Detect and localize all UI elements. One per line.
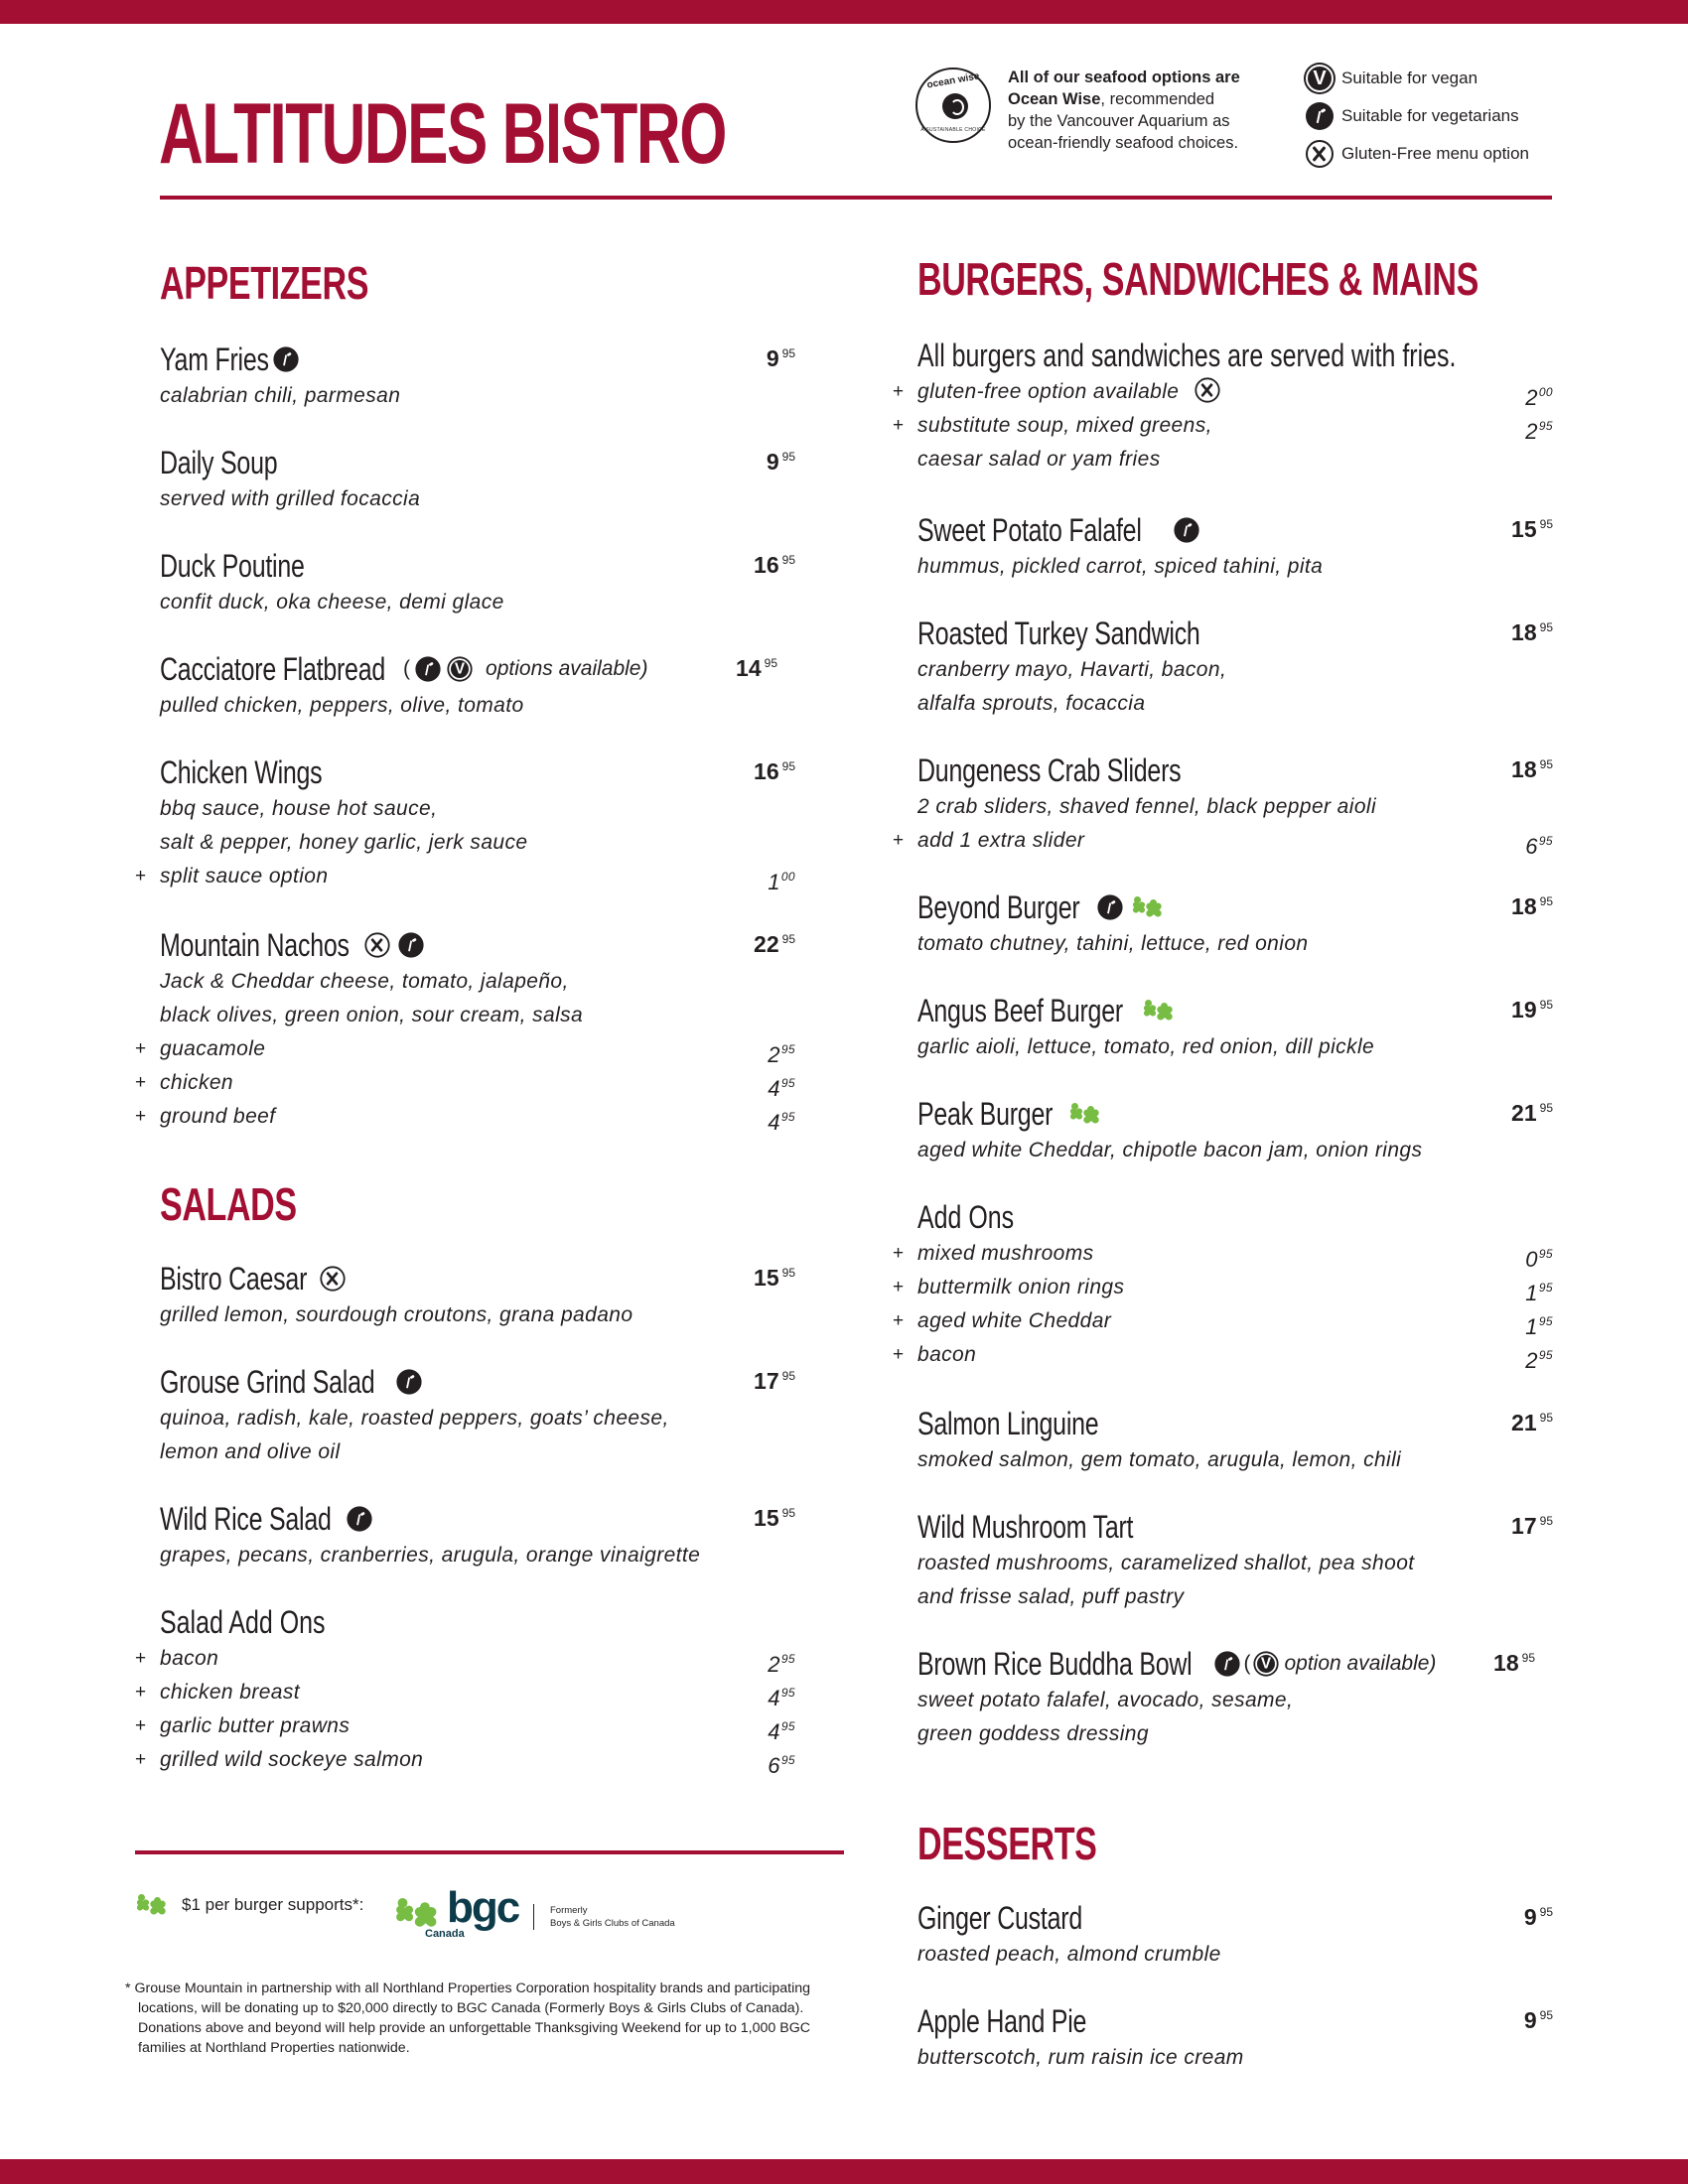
ocean-wise-logo	[915, 68, 991, 143]
item-price: 15 $^{95}$	[754, 1505, 795, 1531]
vegan-icon: V	[1256, 1653, 1278, 1675]
item-description: confit duck, oka cheese, demi glace	[160, 591, 504, 614]
menu-item-brown-rice-buddha-bowl: Brown Rice Buddha Bowl ( V option available) 18 $^{95}$ sweet potato falafel, avocado, sesame, green goddess dressing	[917, 1644, 1553, 1751]
addon-row: + buttermilk onion rings $1^{95}$	[917, 1271, 1553, 1304]
item-name: Bistro Caesar	[160, 1261, 308, 1297]
addon-row: + aged white Cheddar $1^{95}$	[917, 1304, 1553, 1338]
menu-item-salmon-linguine	[917, 1404, 1553, 1477]
vegetarian-icon	[397, 1369, 422, 1394]
ocean-wise-statement: All of our seafood options are Ocean Wise, recommended by the Vancouver Aquarium as ocean-friendly seafood choices.	[1008, 68, 1240, 152]
item-description: grilled lemon, sourdough croutons, grana padano	[160, 1303, 633, 1326]
menu-item-wild-rice-salad	[160, 1499, 795, 1572]
gluten-free-icon	[1306, 140, 1334, 168]
item-price: 19 $^{95}$	[1511, 997, 1553, 1023]
item-description: quinoa, radish, kale, roasted peppers, goats’ cheese,	[160, 1407, 669, 1430]
item-name: Duck Poutine	[160, 548, 305, 584]
bgc-logo-mark-icon	[392, 1898, 440, 1929]
addon-row: + guacamole $2^{95}$	[160, 1032, 795, 1066]
addon-row: + split sauce option $1^{00}$	[160, 860, 795, 893]
item-description: tomato chutney, tahini, lettuce, red onion	[917, 932, 1309, 955]
mains-intro-text: All burgers and sandwiches are served with fries.	[917, 338, 1457, 373]
item-name: Cacciatore Flatbread	[160, 651, 386, 687]
bgc-canada-logo: bgc Canada	[392, 1892, 521, 1942]
vegetarian-icon	[348, 1506, 372, 1531]
addon-row: + substitute soup, mixed greens, $2^{95}$	[917, 409, 1553, 443]
menu-item-duck-poutine	[160, 546, 795, 619]
section-title-desserts: DESSERTS	[917, 1818, 1097, 1869]
item-description: hummus, pickled carrot, spiced tahini, pita	[917, 555, 1324, 578]
bgc-burger-icon	[1130, 896, 1164, 918]
item-price: 17 $^{95}$	[754, 1368, 795, 1394]
menu-item-sweet-potato-falafel	[917, 510, 1553, 584]
plus-icon: +	[135, 1749, 147, 1770]
footnote: * Grouse Mountain in partnership with all Northland Properties Corporation hospitality brands and participating locations, will be donating up to $20,000 directly to BGC Canada (Formerly Boys & Girls Clubs of Canada). Donations above and beyond will help provide an unforgettable Thanksgiving Weekend for up to 1,000 BGC families at Northland Properties nationwide.	[125, 1980, 811, 2056]
bgc-formerly-note: Formerly Boys & Girls Clubs of Canada	[550, 1905, 675, 1929]
addon-row: + chicken breast $4^{95}$	[160, 1676, 795, 1709]
footer-divider	[135, 1850, 844, 1854]
item-description: black olives, green onion, sour cream, salsa	[160, 1004, 584, 1026]
item-description: cranberry mayo, Havarti, bacon,	[917, 658, 1227, 681]
item-price: 18 $^{95}$	[1511, 619, 1553, 645]
item-description: 2 crab sliders, shaved fennel, black pepper aioli	[917, 795, 1377, 818]
item-price: 18 $^{95}$	[1511, 893, 1553, 919]
item-description: pulled chicken, peppers, olive, tomato	[160, 694, 524, 717]
restaurant-title: ALTITUDES BISTRO	[159, 86, 726, 182]
item-price: 9 $^{95}$	[1523, 1904, 1553, 1930]
menu-item-wild-mushroom-tart	[917, 1507, 1553, 1614]
item-description: grapes, pecans, cranberries, arugula, orange vinaigrette	[160, 1544, 701, 1567]
item-name: Dungeness Crab Sliders	[917, 752, 1182, 788]
menu-item-beyond-burger	[917, 887, 1553, 961]
item-name: Peak Burger	[917, 1096, 1054, 1132]
bgc-burger-icon	[1067, 1103, 1101, 1125]
item-price: 16 $^{95}$	[754, 758, 795, 784]
item-description: served with grilled focaccia	[160, 487, 421, 510]
plus-icon: +	[135, 1038, 147, 1059]
item-price: 17 $^{95}$	[1511, 1513, 1553, 1539]
addon-row: + mixed mushrooms $0^{95}$	[917, 1237, 1553, 1271]
gluten-free-icon	[1195, 377, 1219, 402]
item-description: salt & pepper, honey garlic, jerk sauce	[160, 831, 528, 854]
menu-item-daily-soup	[160, 443, 795, 516]
item-description: aged white Cheddar, chipotle bacon jam, onion rings	[917, 1139, 1423, 1161]
addon-row: + bacon $2^{95}$	[160, 1642, 795, 1676]
menu-item-grouse-grind-salad	[160, 1362, 795, 1469]
plus-icon: +	[135, 1072, 147, 1093]
menu-item-roasted-turkey-sandwich	[917, 614, 1553, 721]
bgc-support-line: $1 per burger supports*:	[134, 1894, 363, 1916]
option-note: options available)	[486, 657, 648, 680]
item-name: Grouse Grind Salad	[160, 1364, 375, 1400]
item-name: Roasted Turkey Sandwich	[917, 615, 1200, 651]
vegetarian-icon	[1097, 894, 1122, 919]
item-name: Ginger Custard	[917, 1900, 1082, 1936]
item-price: 9 $^{95}$	[766, 345, 795, 371]
item-price: 16 $^{95}$	[754, 552, 795, 578]
item-name: Salmon Linguine	[917, 1406, 1099, 1441]
item-name: Wild Rice Salad	[160, 1501, 332, 1537]
menu-item-bistro-caesar	[160, 1259, 795, 1332]
addon-continuation: caesar salad or yam fries	[917, 448, 1161, 471]
vegetarian-icon	[398, 932, 423, 957]
addon-row: + add 1 extra slider $6^{95}$	[917, 824, 1553, 858]
salad-add-ons	[135, 1602, 795, 1778]
item-price: 22 $^{95}$	[754, 931, 795, 957]
item-description: sweet potato falafel, avocado, sesame,	[917, 1689, 1294, 1711]
item-description: roasted mushrooms, caramelized shallot, pea shoot	[917, 1552, 1415, 1574]
addon-row: + garlic butter prawns $4^{95}$	[160, 1709, 795, 1743]
item-name: Apple Hand Pie	[917, 2003, 1087, 2039]
plus-icon: +	[135, 1682, 147, 1703]
section-title-appetizers: APPETIZERS	[160, 257, 369, 309]
plus-icon: +	[893, 1344, 905, 1365]
item-name: Yam Fries	[160, 341, 269, 377]
item-description: green goddess dressing	[917, 1722, 1149, 1745]
item-name: Sweet Potato Falafel	[917, 512, 1142, 548]
burger-add-ons	[893, 1197, 1553, 1373]
menu-item-cacciatore-flatbread: Cacciatore Flatbread ( V options available) 14 $^{95}$ pulled chicken, peppers, olive, tomato	[160, 649, 795, 723]
addon-row: + grilled wild sockeye salmon $6^{95}$	[160, 1743, 795, 1777]
item-price: 9 $^{95}$	[1523, 2007, 1553, 2033]
plus-icon: +	[893, 830, 905, 851]
legend-vegan: V Suitable for vegan	[1306, 60, 1529, 97]
plus-icon: +	[135, 1106, 147, 1127]
option-note: option available)	[1284, 1652, 1437, 1675]
section-title-mains: BURGERS, SANDWICHES & MAINS	[917, 253, 1478, 305]
item-name: Wild Mushroom Tart	[917, 1509, 1134, 1545]
item-price: 15 $^{95}$	[754, 1265, 795, 1291]
menu-item-chicken-wings	[135, 752, 795, 894]
plus-icon: +	[893, 1277, 905, 1297]
bgc-burger-icon	[134, 1894, 168, 1916]
plus-icon: +	[135, 1715, 147, 1736]
menu-item-dungeness-crab-sliders	[893, 751, 1553, 859]
menu-item-apple-hand-pie	[917, 2001, 1553, 2075]
vegetarian-icon	[273, 346, 298, 371]
ocean-wise-tagline: A SUSTAINABLE CHOICE	[920, 127, 986, 133]
gluten-free-icon	[320, 1266, 345, 1291]
plus-icon: +	[893, 1243, 905, 1264]
bottom-brand-bar	[0, 2159, 1688, 2184]
item-description: garlic aioli, lettuce, tomato, red onion, dill pickle	[917, 1035, 1375, 1058]
item-description: butterscotch, rum raisin ice cream	[917, 2046, 1244, 2069]
fish-icon	[942, 93, 968, 119]
ocean-wise-logo-text: ocean wise	[925, 70, 981, 91]
item-price: 9 $^{95}$	[766, 449, 795, 475]
gluten-free-icon	[364, 932, 389, 957]
vegetarian-icon	[1306, 102, 1334, 130]
subheading: Add Ons	[917, 1199, 1015, 1235]
addon-row: + gluten-free option available $2^{00}$	[917, 375, 1553, 409]
item-price: 14 $^{95}$	[736, 655, 777, 681]
item-price: 21 $^{95}$	[1511, 1100, 1553, 1126]
item-name: Mountain Nachos	[160, 927, 350, 963]
item-description: calabrian chili, parmesan	[160, 384, 401, 407]
item-price: 18 $^{95}$	[1511, 756, 1553, 782]
menu-item-ginger-custard	[917, 1898, 1553, 1972]
header-divider	[160, 196, 1552, 200]
item-description: alfalfa sprouts, focaccia	[917, 692, 1146, 715]
item-description: roasted peach, almond crumble	[917, 1943, 1221, 1966]
vegetarian-icon	[1175, 517, 1199, 542]
addon-row: + chicken $4^{95}$	[160, 1066, 795, 1100]
plus-icon: +	[135, 866, 147, 887]
menu-item-peak-burger	[917, 1094, 1553, 1167]
vegan-icon: V	[1306, 65, 1334, 92]
menu-item-mountain-nachos	[135, 925, 795, 1135]
item-name: Beyond Burger	[917, 889, 1080, 925]
section-title-salads: SALADS	[160, 1178, 297, 1230]
vegetarian-icon	[1215, 1651, 1240, 1676]
item-name: Daily Soup	[160, 445, 278, 480]
vegan-icon: V	[449, 658, 471, 680]
top-brand-bar	[0, 0, 1688, 24]
item-description: and frisse salad, puff pastry	[917, 1585, 1185, 1608]
logo-separator	[533, 1904, 534, 1930]
menu-item-yam-fries	[160, 340, 795, 413]
bgc-burger-icon	[1141, 1000, 1175, 1022]
item-price: 21 $^{95}$	[1511, 1410, 1553, 1435]
mains-intro	[893, 336, 1553, 477]
plus-icon: +	[893, 1310, 905, 1331]
vegetarian-icon	[415, 656, 440, 681]
legend-gluten-free: Gluten-Free menu option	[1306, 135, 1529, 173]
plus-icon: +	[135, 1648, 147, 1669]
item-name: Brown Rice Buddha Bowl	[917, 1646, 1193, 1682]
item-description: lemon and olive oil	[160, 1440, 341, 1463]
addon-row: + ground beef $4^{95}$	[160, 1100, 795, 1134]
item-description: smoked salmon, gem tomato, arugula, lemon, chili	[917, 1448, 1402, 1471]
legend-vegetarian: Suitable for vegetarians	[1306, 97, 1529, 135]
item-description: bbq sauce, house hot sauce,	[160, 797, 438, 820]
item-price: 15 $^{95}$	[1511, 516, 1553, 542]
item-name: Chicken Wings	[160, 754, 323, 790]
item-description: Jack & Cheddar cheese, tomato, jalapeño,	[160, 970, 569, 993]
subheading: Salad Add Ons	[160, 1604, 326, 1640]
dietary-legend	[1306, 60, 1529, 173]
item-name: Angus Beef Burger	[917, 993, 1123, 1028]
menu-item-angus-beef-burger	[917, 991, 1553, 1064]
item-price: 18 $^{95}$	[1493, 1650, 1535, 1676]
plus-icon: +	[893, 381, 905, 402]
plus-icon: +	[893, 415, 905, 436]
addon-row: + bacon $2^{95}$	[917, 1338, 1553, 1372]
